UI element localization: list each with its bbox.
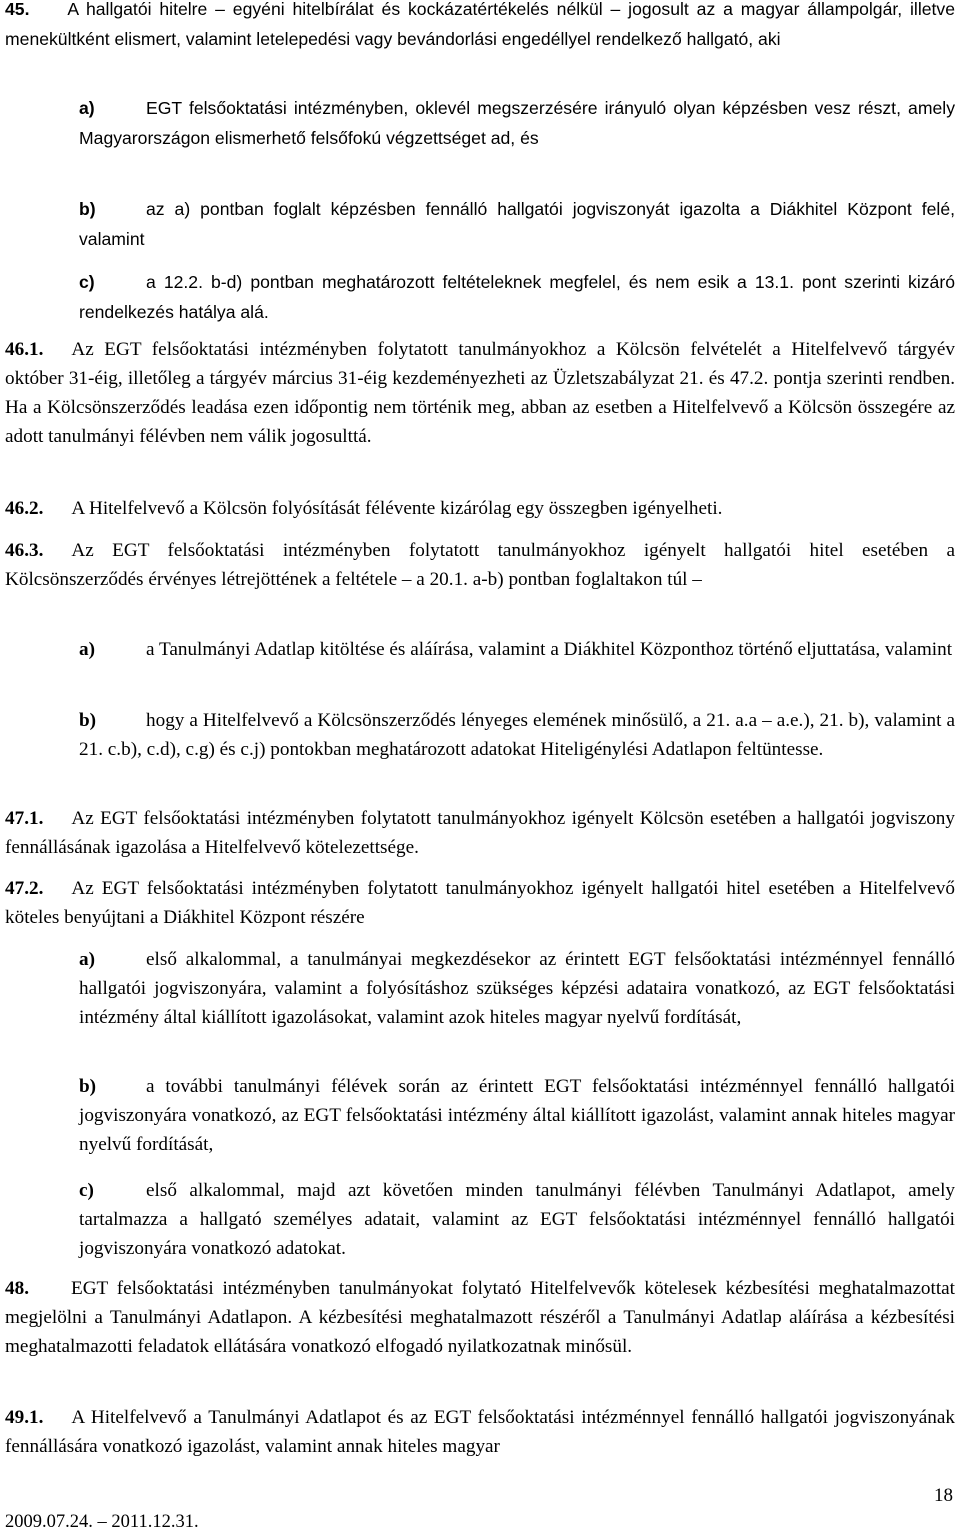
section-number: 45. [5,0,30,19]
section-45-item-a [79,94,955,153]
section-text: A Hitelfelvevő a Tanulmányi Adatlapot és az EGT felsőoktatási intézménnyel fennálló hallgatói jogviszonyának fennállására vonatkozó igazolást, valamint annak hiteles magyar [5,1407,955,1457]
item-label: b) [79,710,97,731]
section-number: 46.3. [5,540,44,561]
section-number: 46.1. [5,339,44,360]
section-text: Az EGT felsőoktatási intézményben folytatott tanulmányokhoz igényelt hallgatói hitel esetében a Hitelfelvevő köteles benyújtani a Diákhitel Központ részére [5,878,955,928]
section-45-intro [5,0,955,54]
item-text: a 12.2. b-d) pontban meghatározott feltételeknek megfelel, és nem esik a 13.1. pont szerinti kizáró rendelkezés hatálya alá. [79,272,955,322]
section-number: 49.1. [5,1407,44,1428]
page-number: 18 [934,1485,953,1506]
section-45 [5,0,955,54]
section-text: A hallgatói hitelre – egyéni hitelbírálat és kockázatértékelés nélkül – jogosult az a magyar állampolgár, illetve menekültként elismert, valamint letelepedési vagy bevándorlási engedéllyel rendelkező hallgató, aki [5,0,955,49]
item-text: hogy a Hitelfelvevő a Kölcsönszerződés lényeges elemének minősülő, a 21. a.a – a.e.), 21. b), valamint a 21. c.b), c.d), c.g) és c.j) pontokban meghatározott adatokat Hiteligénylési Adatlapon feltüntesse. [79,710,955,760]
section-47-2-item-c [79,1176,955,1263]
item-text: a további tanulmányi félévek során az érintett EGT felsőoktatási intézménnyel fennálló hallgatói jogviszonyára vonatkozó, az EGT felsőoktatási intézmény által kiállított igazolást, valamint annak hiteles magyar nyelvű fordítását, [79,1076,955,1155]
section-number: 46.2. [5,498,44,519]
section-text: Az EGT felsőoktatási intézményben folytatott tanulmányokhoz a Kölcsön felvételét a Hitelfelvevő tárgyév október 31-éig, illetőleg a tárgyév március 31-éig kezdeményezheti az Üzletszabályzat 21. és 47.2. pontja szerinti rendben. Ha a Kölcsönszerződés leadása ezen időpontig nem történik meg, abban az esetben a Hitelfelvevő a Kölcsön összegére az adott tanulmányi félévben nem válik jogosulttá. [5,339,955,447]
item-text: első alkalommal, a tanulmányai megkezdésekor az érintett EGT felsőoktatási intézménnyel fennálló hallgatói jogviszonyára, valamint a folyósításhoz szükséges képzési adataira vonatkozó, az EGT felsőoktatási intézmény által kiállított igazolásokat, valamint azok hiteles magyar nyelvű fordítását, [79,949,955,1028]
item-text: a Tanulmányi Adatlap kitöltése és aláírása, valamint a Diákhitel Központhoz történő eljuttatása, valamint [146,639,953,660]
section-49-1 [5,1403,955,1461]
item-label: a) [79,639,95,660]
section-46-1 [5,335,955,451]
section-48 [5,1274,955,1361]
section-number: 48. [5,1278,29,1299]
item-text: EGT felsőoktatási intézményben, oklevél megszerzésére irányuló olyan képzésben vesz részt, amely Magyarországon elismerhető felsőfokú végzettséget ad, és [79,98,955,148]
section-text: A Hitelfelvevő a Kölcsön folyósítását félévente kizárólag egy összegben igényelheti. [71,498,723,519]
section-45-item-c [79,268,955,327]
section-text: Az EGT felsőoktatási intézményben folytatott tanulmányokhoz igényelt hallgatói hitel esetében a Kölcsönszerződés érvényes létrejöttének a feltétele – a 20.1. a-b) pontban foglaltakon túl – [5,540,955,590]
section-47-1 [5,804,955,862]
section-text: Az EGT felsőoktatási intézményben folytatott tanulmányokhoz igényelt Kölcsön esetében a hallgatói jogviszony fennállásának igazolása a Hitelfelvevő kötelezettsége. [5,808,955,858]
section-47-2-item-a [79,945,955,1032]
item-text: az a) pontban foglalt képzésben fennálló hallgatói jogviszonyát igazolta a Diákhitel Központ felé, valamint [79,199,955,249]
section-47-2-item-b [79,1072,955,1159]
item-label: b) [79,199,96,219]
section-46-3-item-a [79,635,955,664]
item-label: a) [79,98,95,118]
section-number: 47.1. [5,808,44,829]
item-label: a) [79,949,95,970]
section-text: EGT felsőoktatási intézményben tanulmányokat folytató Hitelfelvevők kötelesek kézbesítési meghatalmazottat megjelölni a Tanulmányi Adatlapon. A kézbesítési meghatalmazott részéről a Tanulmányi Adatlap aláírása a kézbesítési meghatalmazotti feladatok ellátására vonatkozó elfogadó nyilatkozatnak minősül. [5,1278,955,1357]
section-number: 47.2. [5,878,44,899]
item-label: c) [79,1180,94,1201]
section-46-3 [5,536,955,594]
validity-period: 2009.07.24. – 2011.12.31. [5,1512,199,1532]
item-label: c) [79,272,95,292]
section-47-2 [5,874,955,932]
item-label: b) [79,1076,97,1097]
item-text: első alkalommal, majd azt követően minden tanulmányi félévben Tanulmányi Adatlapot, amely tartalmazza a hallgató személyes adatait, valamint az EGT felsőoktatási intézménnyel fennálló hallgatói jogviszonyára vonatkozó adatokat. [79,1180,955,1259]
section-45-item-b [79,195,955,254]
section-46-2 [5,494,955,523]
section-46-3-item-b [79,706,955,764]
